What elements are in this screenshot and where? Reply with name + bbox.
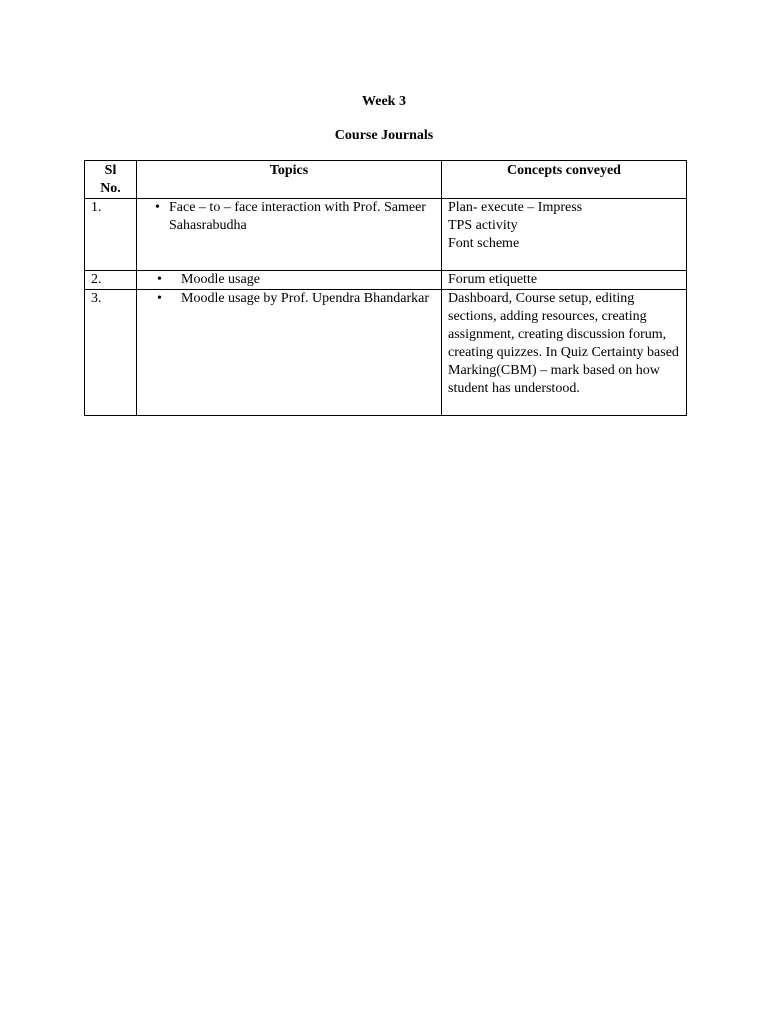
header-sl-no [85,161,137,199]
topic-text: Face – to – face interaction with Prof. Sameer Sahasrabudha [169,200,426,233]
row-sl-no: 1. [85,199,137,271]
topic-text: Moodle usage by Prof. Upendra Bhandarkar [181,291,430,306]
table-row [85,271,687,290]
header-topics: Topics [137,161,442,199]
topic-text: Moodle usage [181,272,260,287]
row-topic-cell [137,290,442,416]
topic-item [143,290,435,308]
row-concepts-cell [442,199,687,271]
header-concepts: Concepts conveyed [442,161,687,199]
concept-line: Font scheme [448,236,520,251]
row-topic-cell [137,199,442,271]
table-row [85,290,687,416]
row-concepts-cell [442,271,687,290]
bullet-icon: • [155,200,160,215]
week-title: Week 3 [362,94,406,109]
row-sl-no: 3. [85,290,137,416]
table-header-row [85,161,687,199]
row-concepts-cell [442,290,687,416]
topic-list [143,271,435,289]
concept-line: Plan- execute – Impress [448,200,583,215]
concept-line: TPS activity [448,218,518,233]
topic-item [143,199,435,235]
topic-list [143,199,435,235]
journal-title: Course Journals [334,128,434,143]
bullet-icon: • [157,272,162,287]
topic-list [143,290,435,308]
bullet-icon: • [157,291,162,306]
concept-line: Forum etiquette [448,272,538,287]
row-topic-cell [137,271,442,290]
header-sl-line1: Sl [104,163,117,178]
header-sl-line2: No. [100,181,121,196]
concept-paragraph: Dashboard, Course setup, editing sections, adding resources, creating assignment, creating discussion forum, creating quizzes. In Quiz Certainty based Marking(CBM) – mark based on how student has understood. [448,291,679,396]
topic-item [143,271,435,289]
course-journal-table [84,160,687,416]
table-row [85,199,687,271]
row-sl-no: 2. [85,271,137,290]
